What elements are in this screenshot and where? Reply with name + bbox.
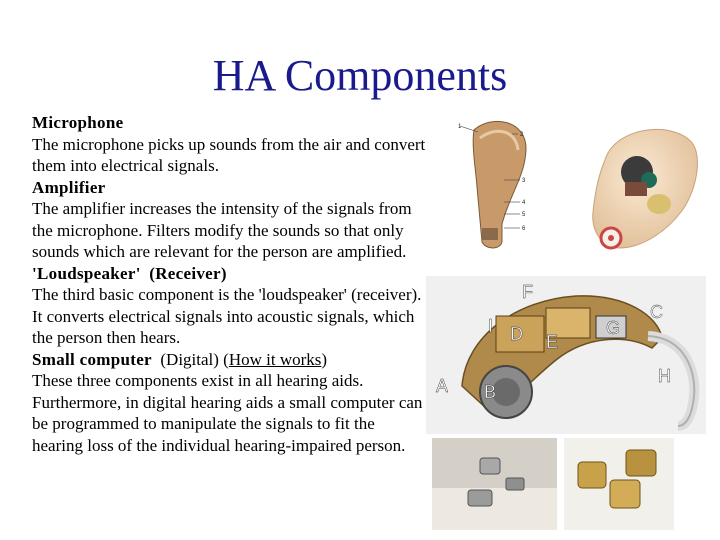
slide-body — [32, 112, 427, 456]
bte-hearing-aid-image — [452, 116, 532, 266]
bte-callout: 2 — [520, 132, 524, 138]
diagram-label: H — [658, 366, 671, 386]
section-heading-suffix: (Receiver) — [149, 263, 227, 283]
diagram-label: F — [522, 282, 533, 302]
bte-callout: 4 — [522, 200, 526, 206]
diagram-label: E — [546, 332, 559, 352]
bte-callout: 6 — [522, 226, 526, 232]
diagram-label: B — [484, 382, 497, 402]
diagram-label: I — [488, 316, 494, 336]
section-loudspeaker — [32, 263, 427, 349]
section-microphone — [32, 112, 427, 177]
diagram-label: C — [650, 302, 663, 322]
section-heading: 'Loudspeaker' — [32, 263, 141, 283]
bte-callout: 5 — [522, 212, 526, 218]
hearing-aid-parts-photo-2 — [564, 438, 674, 530]
section-small-computer — [32, 349, 427, 457]
section-text: The microphone picks up sounds from the air and convert them into electrical signals. — [32, 134, 426, 175]
how-it-works-link[interactable]: How it works — [228, 349, 322, 369]
diagram-label: D — [510, 324, 523, 344]
section-amplifier — [32, 177, 427, 263]
section-text: These three components exist in all hearing aids. Furthermore, in digital hearing aids a small computer can be programmed to manipulate the signals to fit the hearing loss of the individual hearing-impaired person. — [32, 371, 423, 455]
section-heading: Amplifier — [32, 177, 106, 197]
hearing-aid-components-diagram — [426, 276, 706, 434]
slide-title — [0, 51, 720, 100]
diagram-label: A — [436, 376, 449, 396]
section-heading: Small computer — [32, 349, 152, 369]
ite-hearing-aid-image — [585, 120, 705, 265]
section-text: The third basic component is the 'loudspeaker' (receiver). It converts electrical signals into acoustic signals, which the person then hears. — [32, 285, 422, 347]
slide-title-text: HA Components — [212, 51, 508, 100]
section-text: The amplifier increases the intensity of the signals from the microphone. Filters modify the sounds so that only sounds which are relevant for the person are amplified. — [32, 199, 412, 261]
section-heading-suffix-close: ) — [321, 349, 328, 369]
section-heading-suffix: (Digital) ( — [160, 349, 229, 369]
hearing-aid-parts-photo-1 — [432, 438, 557, 530]
bte-callout: 1 — [458, 124, 462, 130]
bte-callout: 3 — [522, 178, 526, 184]
diagram-label: G — [606, 318, 621, 338]
section-heading: Microphone — [32, 113, 124, 132]
